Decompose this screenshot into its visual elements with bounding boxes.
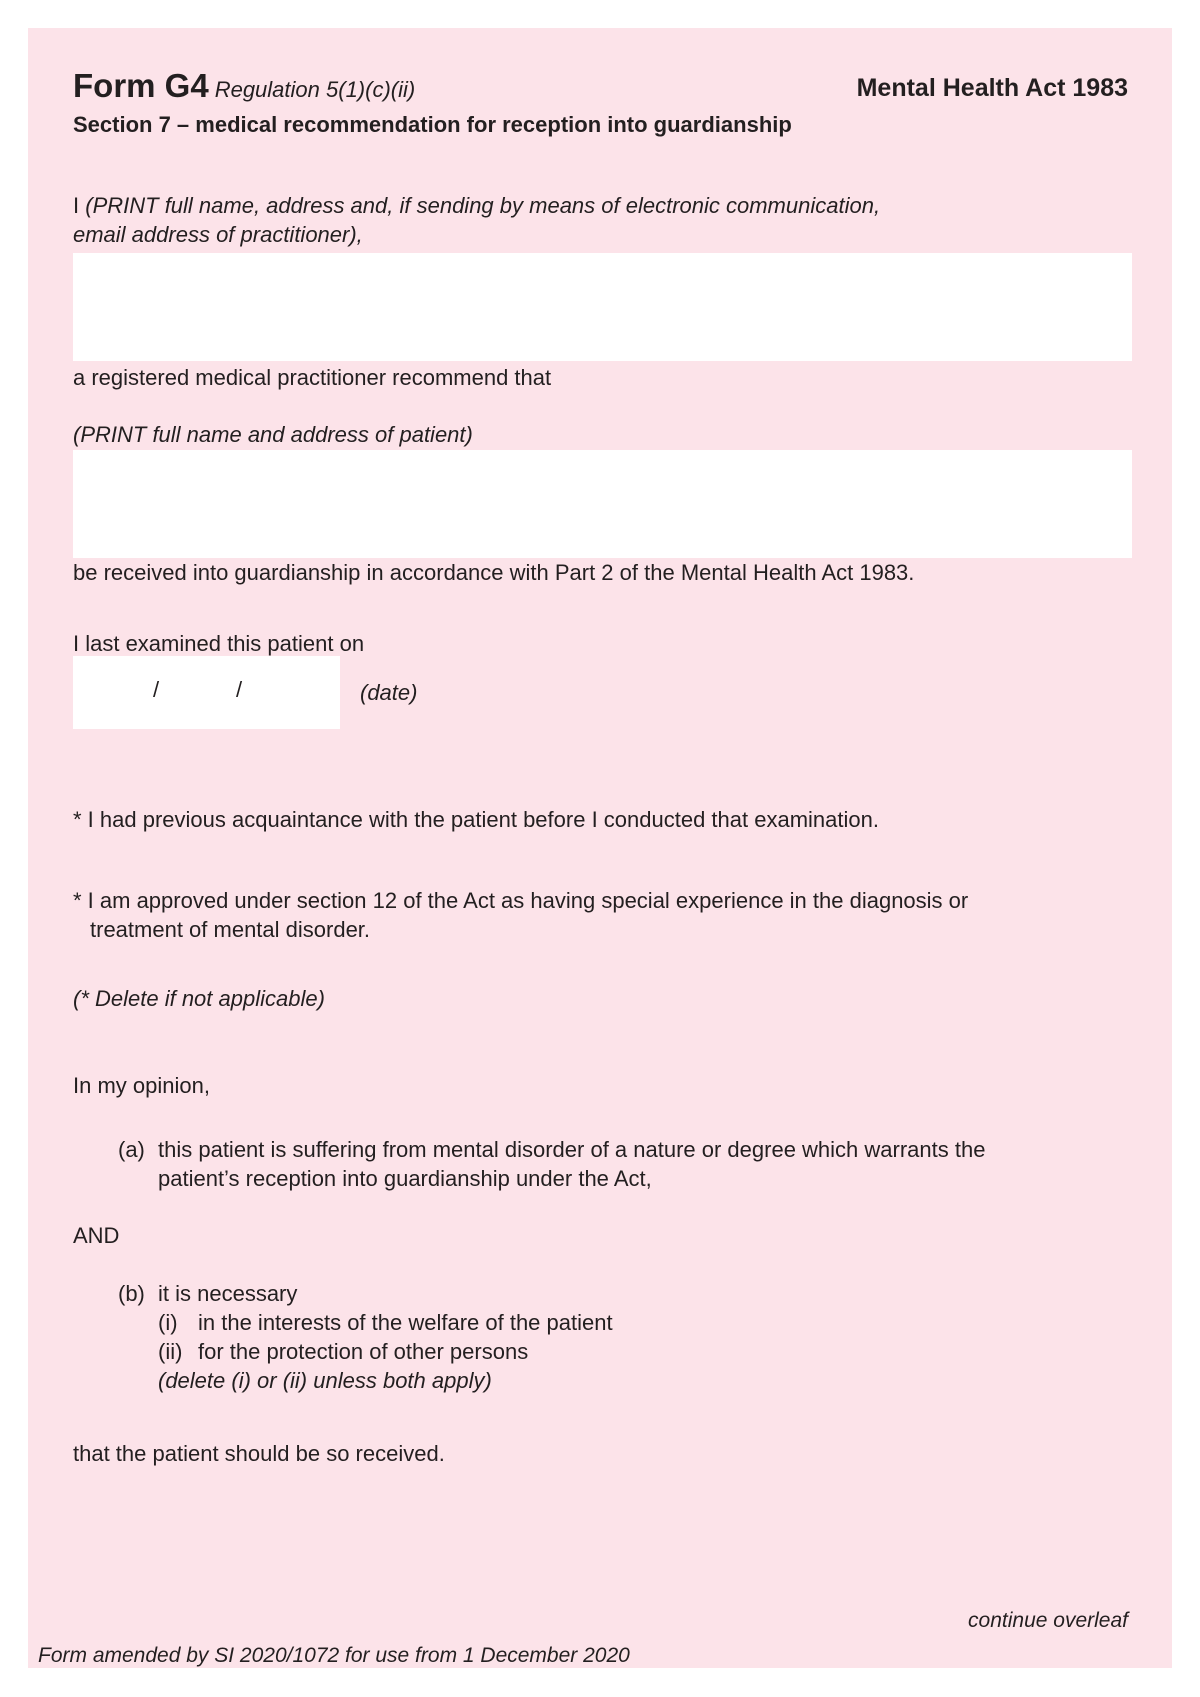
opinion-b-ii-marker: (ii)	[158, 1339, 183, 1364]
opinion-b-note: (delete (i) or (ii) unless both apply)	[158, 1368, 492, 1393]
date-separator-2: /	[236, 677, 243, 702]
date-separator-1: /	[153, 677, 160, 702]
opinion-b-text: it is necessary	[158, 1281, 298, 1306]
opinion-and: AND	[73, 1223, 120, 1248]
opinion-b-ii-text: for the protection of other persons	[198, 1339, 529, 1364]
patient-instruction: (PRINT full name and address of patient)	[73, 422, 473, 447]
practitioner-recommend-text: a registered medical practitioner recommend that	[73, 365, 552, 390]
date-label: (date)	[360, 680, 418, 705]
opinion-b-i-marker: (i)	[158, 1310, 178, 1335]
section12-statement-line1: * I am approved under section 12 of the Act as having special experience in the diagnosis or	[73, 888, 969, 913]
section12-statement-line2: treatment of mental disorder.	[90, 917, 371, 942]
practitioner-instruction: (PRINT full name, address and, if sending by means of electronic communication,	[85, 193, 881, 218]
examination-date-field[interactable]	[73, 656, 340, 729]
opinion-a-line1: this patient is suffering from mental disorder of a nature or degree which warrants the	[158, 1137, 986, 1162]
amendment-note: Form amended by SI 2020/1072 for use from 1 December 2020	[38, 1644, 630, 1667]
practitioner-lead: I	[73, 193, 80, 218]
form-id: Form G4	[73, 67, 209, 104]
form-title	[73, 66, 415, 110]
practitioner-details-field[interactable]	[73, 253, 1132, 361]
regulation-ref: Regulation 5(1)(c)(ii)	[214, 77, 416, 102]
practitioner-instruction-line2: email address of practitioner),	[73, 222, 363, 247]
patient-details-field[interactable]	[73, 450, 1132, 558]
opinion-intro: In my opinion,	[73, 1073, 210, 1098]
guardianship-statement: be received into guardianship in accordance with Part 2 of the Mental Health Act 1983.	[73, 560, 915, 585]
opinion-b-marker: (b)	[118, 1281, 145, 1306]
act-title: Mental Health Act 1983	[856, 74, 1128, 102]
delete-note: (* Delete if not applicable)	[73, 986, 325, 1011]
continue-overleaf: continue overleaf	[968, 1609, 1128, 1632]
practitioner-instruction-line1	[73, 192, 880, 220]
form-subtitle: Section 7 – medical recommendation for reception into guardianship	[73, 112, 792, 137]
opinion-a-marker: (a)	[118, 1137, 145, 1162]
opinion-conclusion: that the patient should be so received.	[73, 1441, 445, 1466]
opinion-a-line2: patient’s reception into guardianship under the Act,	[158, 1166, 652, 1191]
examination-label: I last examined this patient on	[73, 631, 365, 656]
acquaintance-statement: * I had previous acquaintance with the patient before I conducted that examination.	[73, 807, 879, 832]
opinion-b-i-text: in the interests of the welfare of the patient	[198, 1310, 613, 1335]
